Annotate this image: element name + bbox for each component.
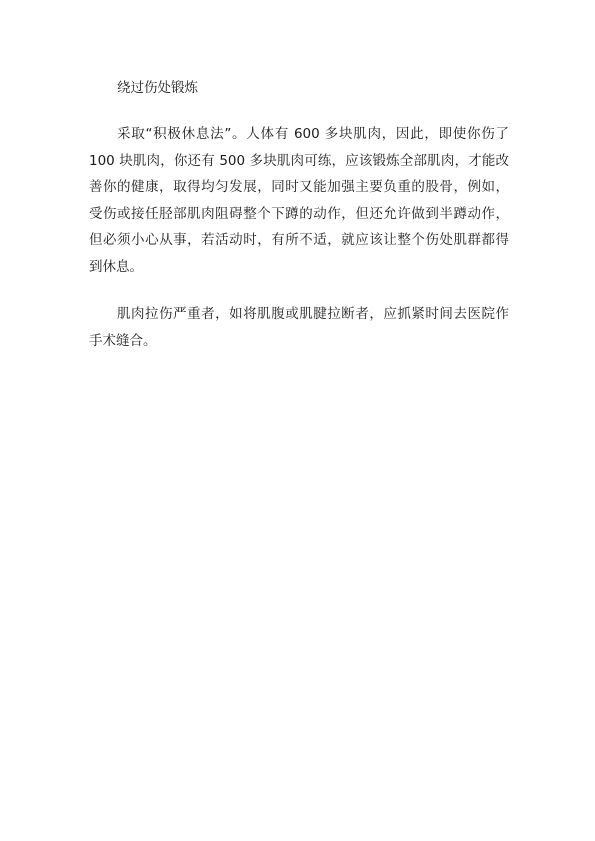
paragraph-line: 受伤或接任胫部肌肉阻碍整个下蹲的动作，但还允许做到半蹲动作， — [89, 205, 509, 222]
paragraph-2 — [89, 301, 509, 354]
paragraph-line: 采取“积极休息法”。人体有 600 多块肌肉，因此，即使你伤了 — [117, 126, 509, 142]
paragraph-line: 肌肉拉伤严重者，如将肌腹或肌腱拉断者，应抓紧时间去医院作 — [117, 306, 509, 322]
paragraph-line: 100 块肌肉，你还有 500 多块肌肉可练，应该锻炼全部肌肉，才能改 — [89, 152, 509, 169]
paragraph-1 — [89, 121, 509, 280]
section-heading: 绕过伤处锻炼 — [117, 80, 198, 96]
paragraph-line: 手术缝合。 — [89, 332, 157, 349]
paragraph-line: 到休息。 — [89, 258, 143, 275]
paragraph-line: 但必须小心从事，若活动时，有所不适，就应该让整个伤处肌群都得 — [89, 232, 509, 248]
paragraph-line: 善你的健康，取得均匀发展，同时又能加强主要负重的股骨，例如， — [89, 179, 509, 195]
document-body — [89, 76, 509, 354]
